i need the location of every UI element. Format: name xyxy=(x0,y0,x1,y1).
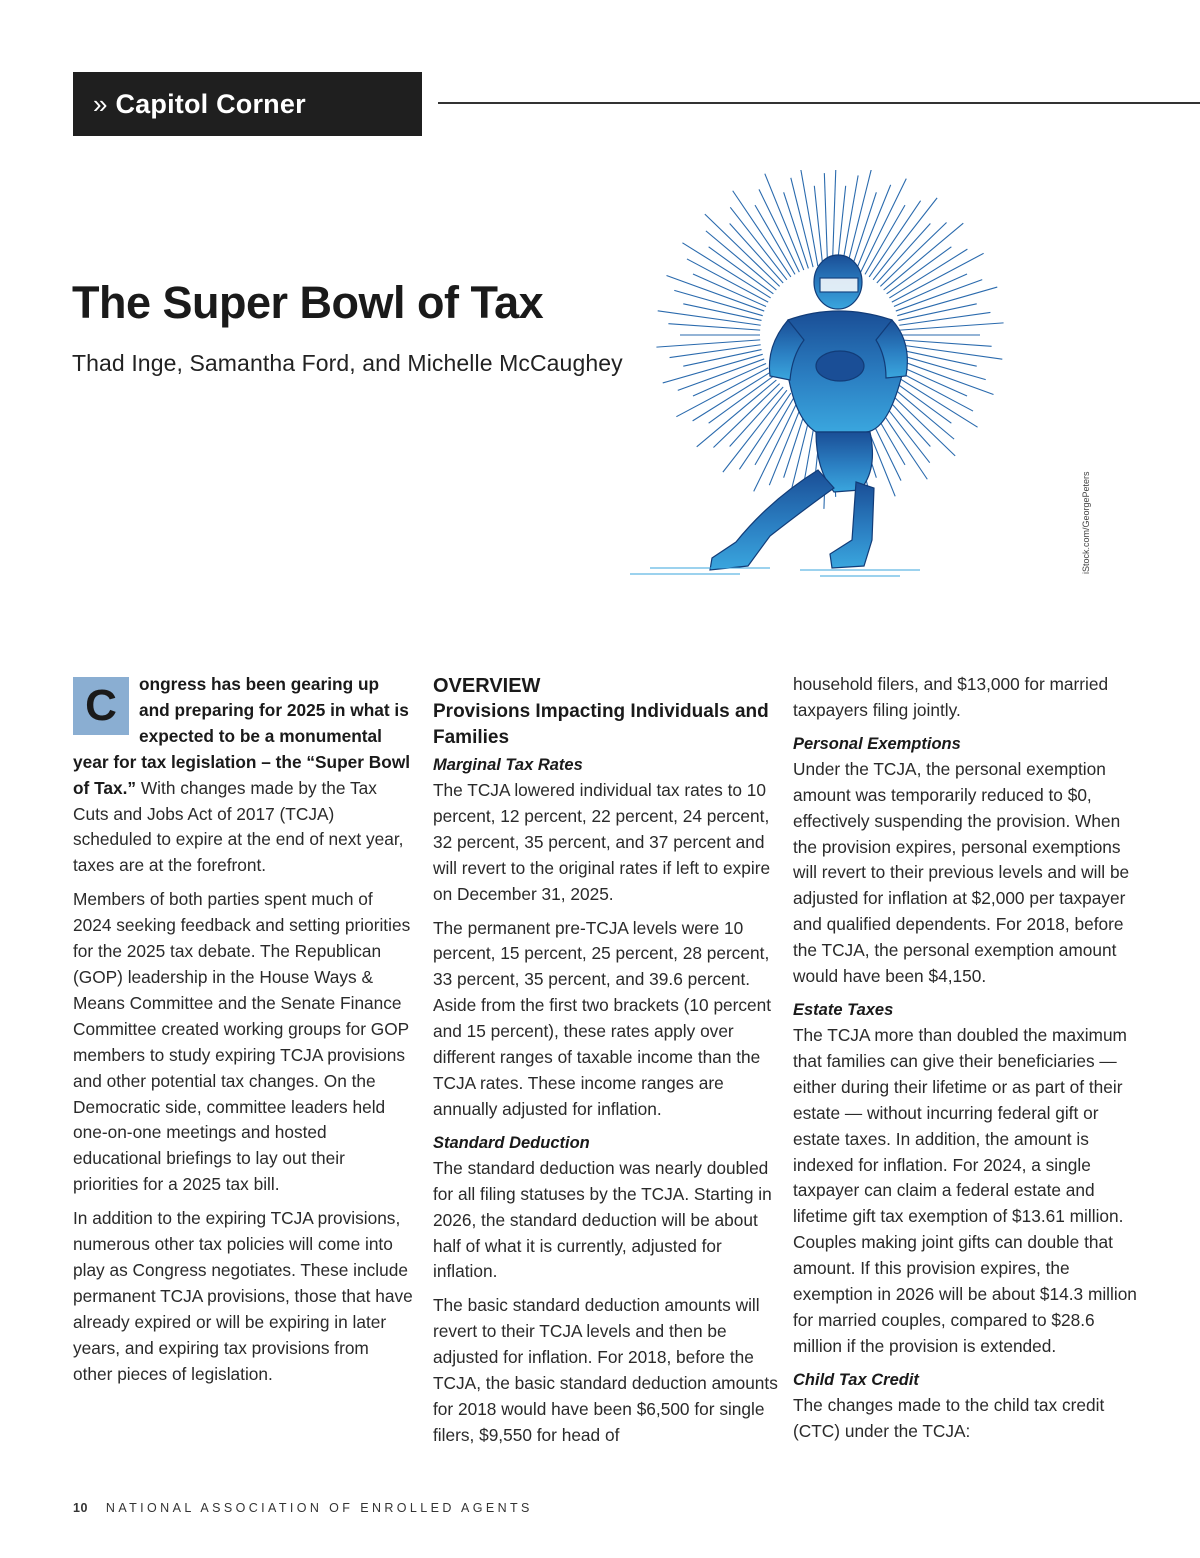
sunburst-ray xyxy=(666,275,764,311)
sunburst-ray xyxy=(884,223,964,290)
sunburst-ray xyxy=(705,214,780,286)
page-footer xyxy=(73,1501,533,1515)
subheading-estate-taxes: Estate Taxes xyxy=(793,1000,894,1019)
sunburst-ray xyxy=(769,400,803,485)
intro-rest: With changes made by the Tax Cuts and Jobs Act of 2017 (TCJA) scheduled to expire at the end of next year, taxes are at the forefront. xyxy=(73,777,404,876)
column-1 xyxy=(73,672,413,1395)
sunburst-ray xyxy=(713,384,779,448)
heading-overview: OVERVIEW xyxy=(433,675,541,697)
sunburst-ray xyxy=(668,324,760,330)
section-label: Capitol Corner xyxy=(115,88,306,119)
sunburst-ray xyxy=(880,222,946,286)
article-authors: Thad Inge, Samantha Ford, and Michelle McCaughey xyxy=(72,350,623,376)
sunburst-ray xyxy=(693,274,766,307)
heading-provisions: Provisions Impacting Individuals and Families xyxy=(433,701,769,748)
column-3 xyxy=(793,672,1138,1453)
sunburst-ray xyxy=(900,340,992,346)
photo-credit: iStock.com/GeorgePeters xyxy=(1081,471,1091,574)
sunburst-ray xyxy=(889,372,977,427)
paragraph: household filers, and $13,000 for married taxpayers filing jointly. xyxy=(793,674,1109,720)
sunburst-ray xyxy=(693,363,766,396)
sunburst-ray xyxy=(832,170,836,265)
paragraph: The changes made to the child tax credit (CTC) under the TCJA: xyxy=(793,1394,1105,1441)
page-number: 10 xyxy=(73,1501,88,1515)
sunburst-ray xyxy=(733,191,791,277)
drop-cap: C xyxy=(73,677,129,735)
sunburst-ray xyxy=(682,243,770,298)
sunburst-ray xyxy=(687,259,768,302)
sunburst-ray xyxy=(697,380,777,447)
lead-text: ongress has been gearing up and preparing for 2025 in what is expected to be a monumental year for tax legislation – the “Super Bowl of Tax.” xyxy=(73,674,411,798)
sunburst-ray xyxy=(670,345,761,358)
subheading-child-tax-credit: Child Tax Credit xyxy=(793,1370,919,1389)
sunburst-ray xyxy=(900,323,1004,330)
football-player-illustration xyxy=(620,170,1030,590)
subheading-standard-deduction: Standard Deduction xyxy=(433,1133,590,1152)
paragraph: The TCJA more than doubled the maximum that families can give their beneficiaries — either during their lifetime or as part of their estate — without incurring federal gift or estate taxes. In addition, the amount is indexed for inflation. For 2024, a single taxpayer can claim a federal estate and lifetime gift tax exemption of $13.61 million. Couples making joint gifts can double that amount. If this provision expires, the exemption in 2026 will be about $14.3 million for married couples, compared to $28.6 million if the provision is extended. xyxy=(793,1024,1137,1356)
article-title: The Super Bowl of Tax xyxy=(72,277,544,328)
subheading-marginal-tax-rates: Marginal Tax Rates xyxy=(433,756,583,774)
column-2 xyxy=(433,672,778,1457)
paragraph: Under the TCJA, the personal exemption amount was temporarily reduced to $0, effectively suspending the provision. When the provision expires, personal exemptions will revert to their previous levels and will be adjusted for inflation at $2,000 per taxpayer and qualified dependents. For 2018, before the TCJA, the personal exemption amount would have been $4,150. xyxy=(793,758,1130,987)
intro-paragraph xyxy=(73,672,413,879)
paragraph: Members of both parties spent much of 2024 seeking feedback and setting priorities for the 2025 tax debate. The Republican (GOP) leadership in the House Ways & Means Committee and the Senate Finance Committee created working groups for GOP members to study expiring TCJA provisions and other potential tax changes. On the Democratic side, committee leaders held one-on-one meetings and hosted educational briefings to lay out their priorities for a 2025 tax bill. xyxy=(73,889,411,1195)
chevron-right-icon: » xyxy=(93,89,108,119)
subheading-personal-exemptions: Personal Exemptions xyxy=(793,734,961,753)
section-tag xyxy=(73,72,422,136)
sunburst-ray xyxy=(656,340,760,347)
sunburst-ray xyxy=(899,312,990,325)
sunburst-ray xyxy=(896,359,994,395)
paragraph: The standard deduction was nearly doubled for all filing statuses by the TCJA. Starting in 2026, the standard deduction will be about half of what it is currently, adjusted for inflation. xyxy=(433,1157,772,1282)
sunburst-ray xyxy=(658,311,761,325)
sunburst-ray xyxy=(894,274,967,307)
paragraph: The TCJA lowered individual tax rates to 10 percent, 12 percent, 22 percent, 24 percent, 32 percent, 35 percent, and 37 percent and will revert to the original rates if left to expire on December 31, 2025. xyxy=(433,780,771,904)
sunburst-ray xyxy=(824,173,827,265)
paragraph: In addition to the expiring TCJA provisions, numerous other tax policies will come into play as Congress negotiates. These include permanent TCJA provisions, those that have already expired or will be expiring in later years, and expiring tax provisions from other pieces of legislation. xyxy=(73,1208,413,1384)
sunburst-ray xyxy=(873,198,937,280)
publication-name: NATIONAL ASSOCIATION OF ENROLLED AGENTS xyxy=(105,1501,533,1515)
paragraph: The basic standard deduction amounts will revert to their TCJA levels and then be adjusted for inflation. For 2018, before the TCJA, the basic standard deduction amounts for 2018 would have been $6,500 for single filers, $9,550 for head of xyxy=(433,1295,778,1445)
header-divider xyxy=(438,102,1200,104)
paragraph: The permanent pre-TCJA levels were 10 percent, 15 percent, 25 percent, 28 percent, 33 percent, 35 percent, and 39.6 percent. Aside from the first two brackets (10 percent and 15 percent), these rates apply over different ranges of taxable income than the TCJA rates. These income ranges are annually adjusted for inflation. xyxy=(433,917,772,1119)
sunburst-ray xyxy=(856,185,890,270)
sunburst-ray xyxy=(723,390,787,472)
sunburst-ray xyxy=(899,345,1002,359)
